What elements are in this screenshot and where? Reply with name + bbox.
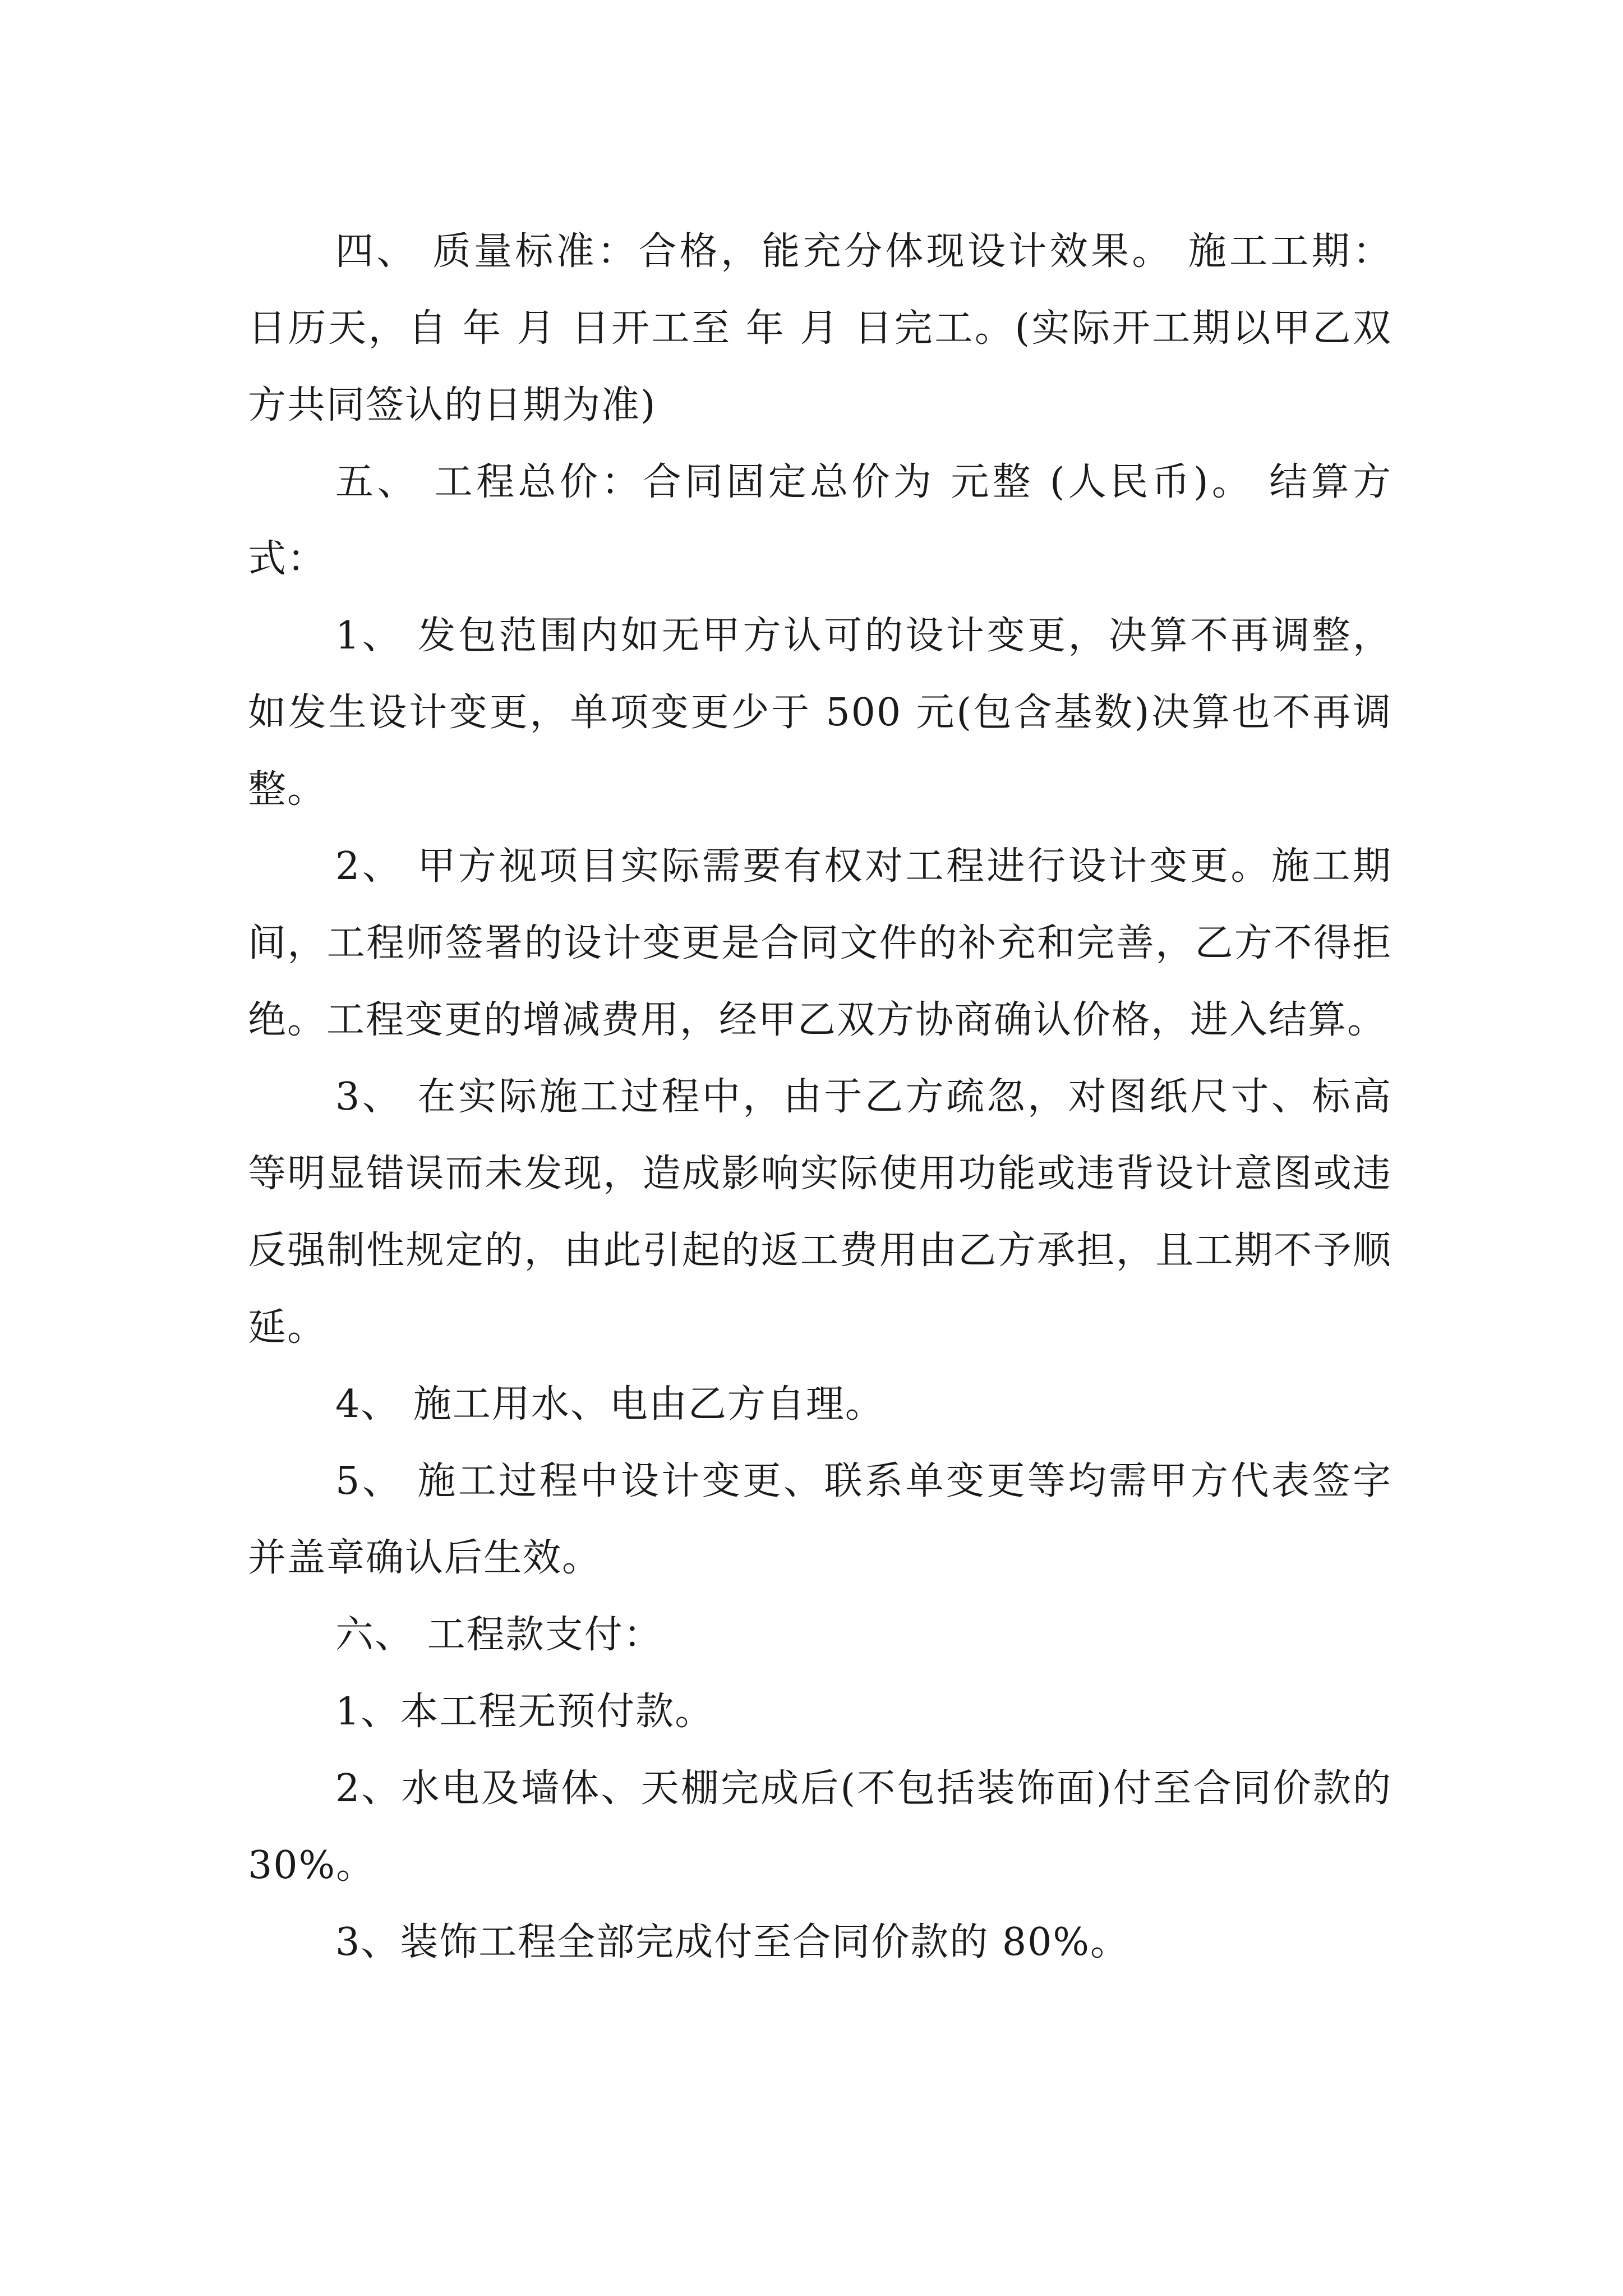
- paragraph-quality-standard: 四、 质量标准：合格，能充分体现设计效果。 施工工期： 日历天，自 年 月 日开工至 年 月 日完工。(实际开工期以甲乙双方共同签认的日期为准): [248, 229, 1392, 427]
- paragraph-settlement-1: 1、 发包范围内如无甲方认可的设计变更，决算不再调整，如发生设计变更，单项变更少于 500 元(包含基数)决算也不再调整。: [248, 614, 1392, 812]
- paragraph-payment-3: 3、装饰工程全部完成付至合同价款的 80%。: [335, 1920, 1130, 1964]
- paragraph-total-price: 五、 工程总价：合同固定总价为 元整 (人民币)。 结算方式：: [248, 460, 1392, 581]
- paragraph-settlement-5: 5、 施工过程中设计变更、联系单变更等均需甲方代表签字并盖章确认后生效。: [248, 1459, 1392, 1580]
- paragraph-settlement-2: 2、 甲方视项目实际需要有权对工程进行设计变更。施工期间，工程师签署的设计变更是合同文件的补充和完善，乙方不得拒绝。工程变更的增减费用，经甲乙双方协商确认价格，进入结算。: [248, 844, 1392, 1042]
- paragraph-settlement-3: 3、 在实际施工过程中，由于乙方疏忽，对图纸尺寸、标高等明显错误而未发现，造成影响实际使用功能或违背设计意图或违反强制性规定的，由此引起的返工费用由乙方承担，且工期不予顺延。: [248, 1075, 1392, 1350]
- paragraph-payment-1: 1、本工程无预付款。: [335, 1690, 714, 1734]
- paragraph-payment-heading: 六、 工程款支付：: [335, 1613, 663, 1657]
- paragraph-payment-2: 2、水电及墙体、天棚完成后(不包括装饰面)付至合同价款的 30%。: [248, 1766, 1392, 1888]
- paragraph-settlement-4: 4、 施工用水、电由乙方自理。: [335, 1382, 884, 1427]
- document-body: [248, 213, 1392, 1981]
